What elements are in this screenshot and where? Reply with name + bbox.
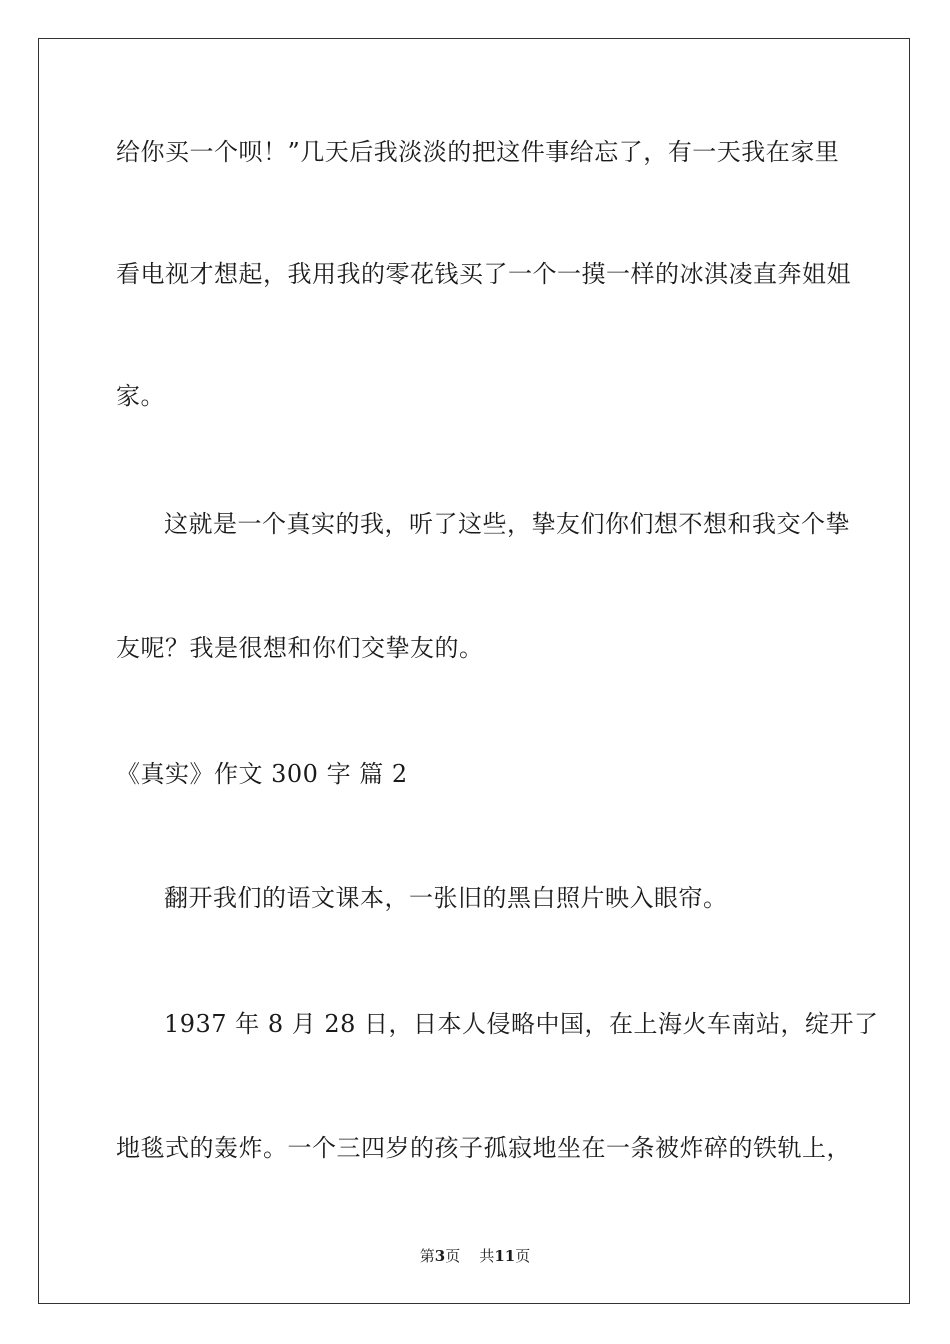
footer-page-prefix: 第	[419, 1247, 435, 1265]
footer-total-suffix: 页	[515, 1247, 531, 1265]
footer-page-suffix: 页	[445, 1247, 461, 1265]
text-line-9: 地毯式的轰炸。一个三四岁的孩子孤寂地坐在一条被炸碎的铁轨上，	[116, 1134, 851, 1162]
footer-page-total: 11	[494, 1247, 516, 1265]
text-line-7: 翻开我们的语文课本，一张旧的黑白照片映入眼帘。	[164, 884, 728, 912]
footer-page-current: 3	[434, 1247, 446, 1265]
text-line-4: 这就是一个真实的我，听了这些，挚友们你们想不想和我交个挚	[164, 510, 850, 538]
page-border	[38, 38, 910, 1304]
section-heading: 《真实》作文 300 字 篇 2	[116, 760, 408, 788]
text-line-3: 家。	[116, 382, 165, 410]
page-footer	[0, 1246, 950, 1266]
text-line-8: 1937 年 8 月 28 日，日本人侵略中国，在上海火车南站，绽开了	[164, 1010, 879, 1038]
text-line-5: 友呢？我是很想和你们交挚友的。	[116, 634, 484, 662]
footer-total-prefix: 共	[479, 1247, 495, 1265]
text-line-2: 看电视才想起，我用我的零花钱买了一个一摸一样的冰淇凌直奔姐姐	[116, 260, 851, 288]
text-line-1: 给你买一个呗！”几天后我淡淡的把这件事给忘了，有一天我在家里	[116, 138, 840, 166]
